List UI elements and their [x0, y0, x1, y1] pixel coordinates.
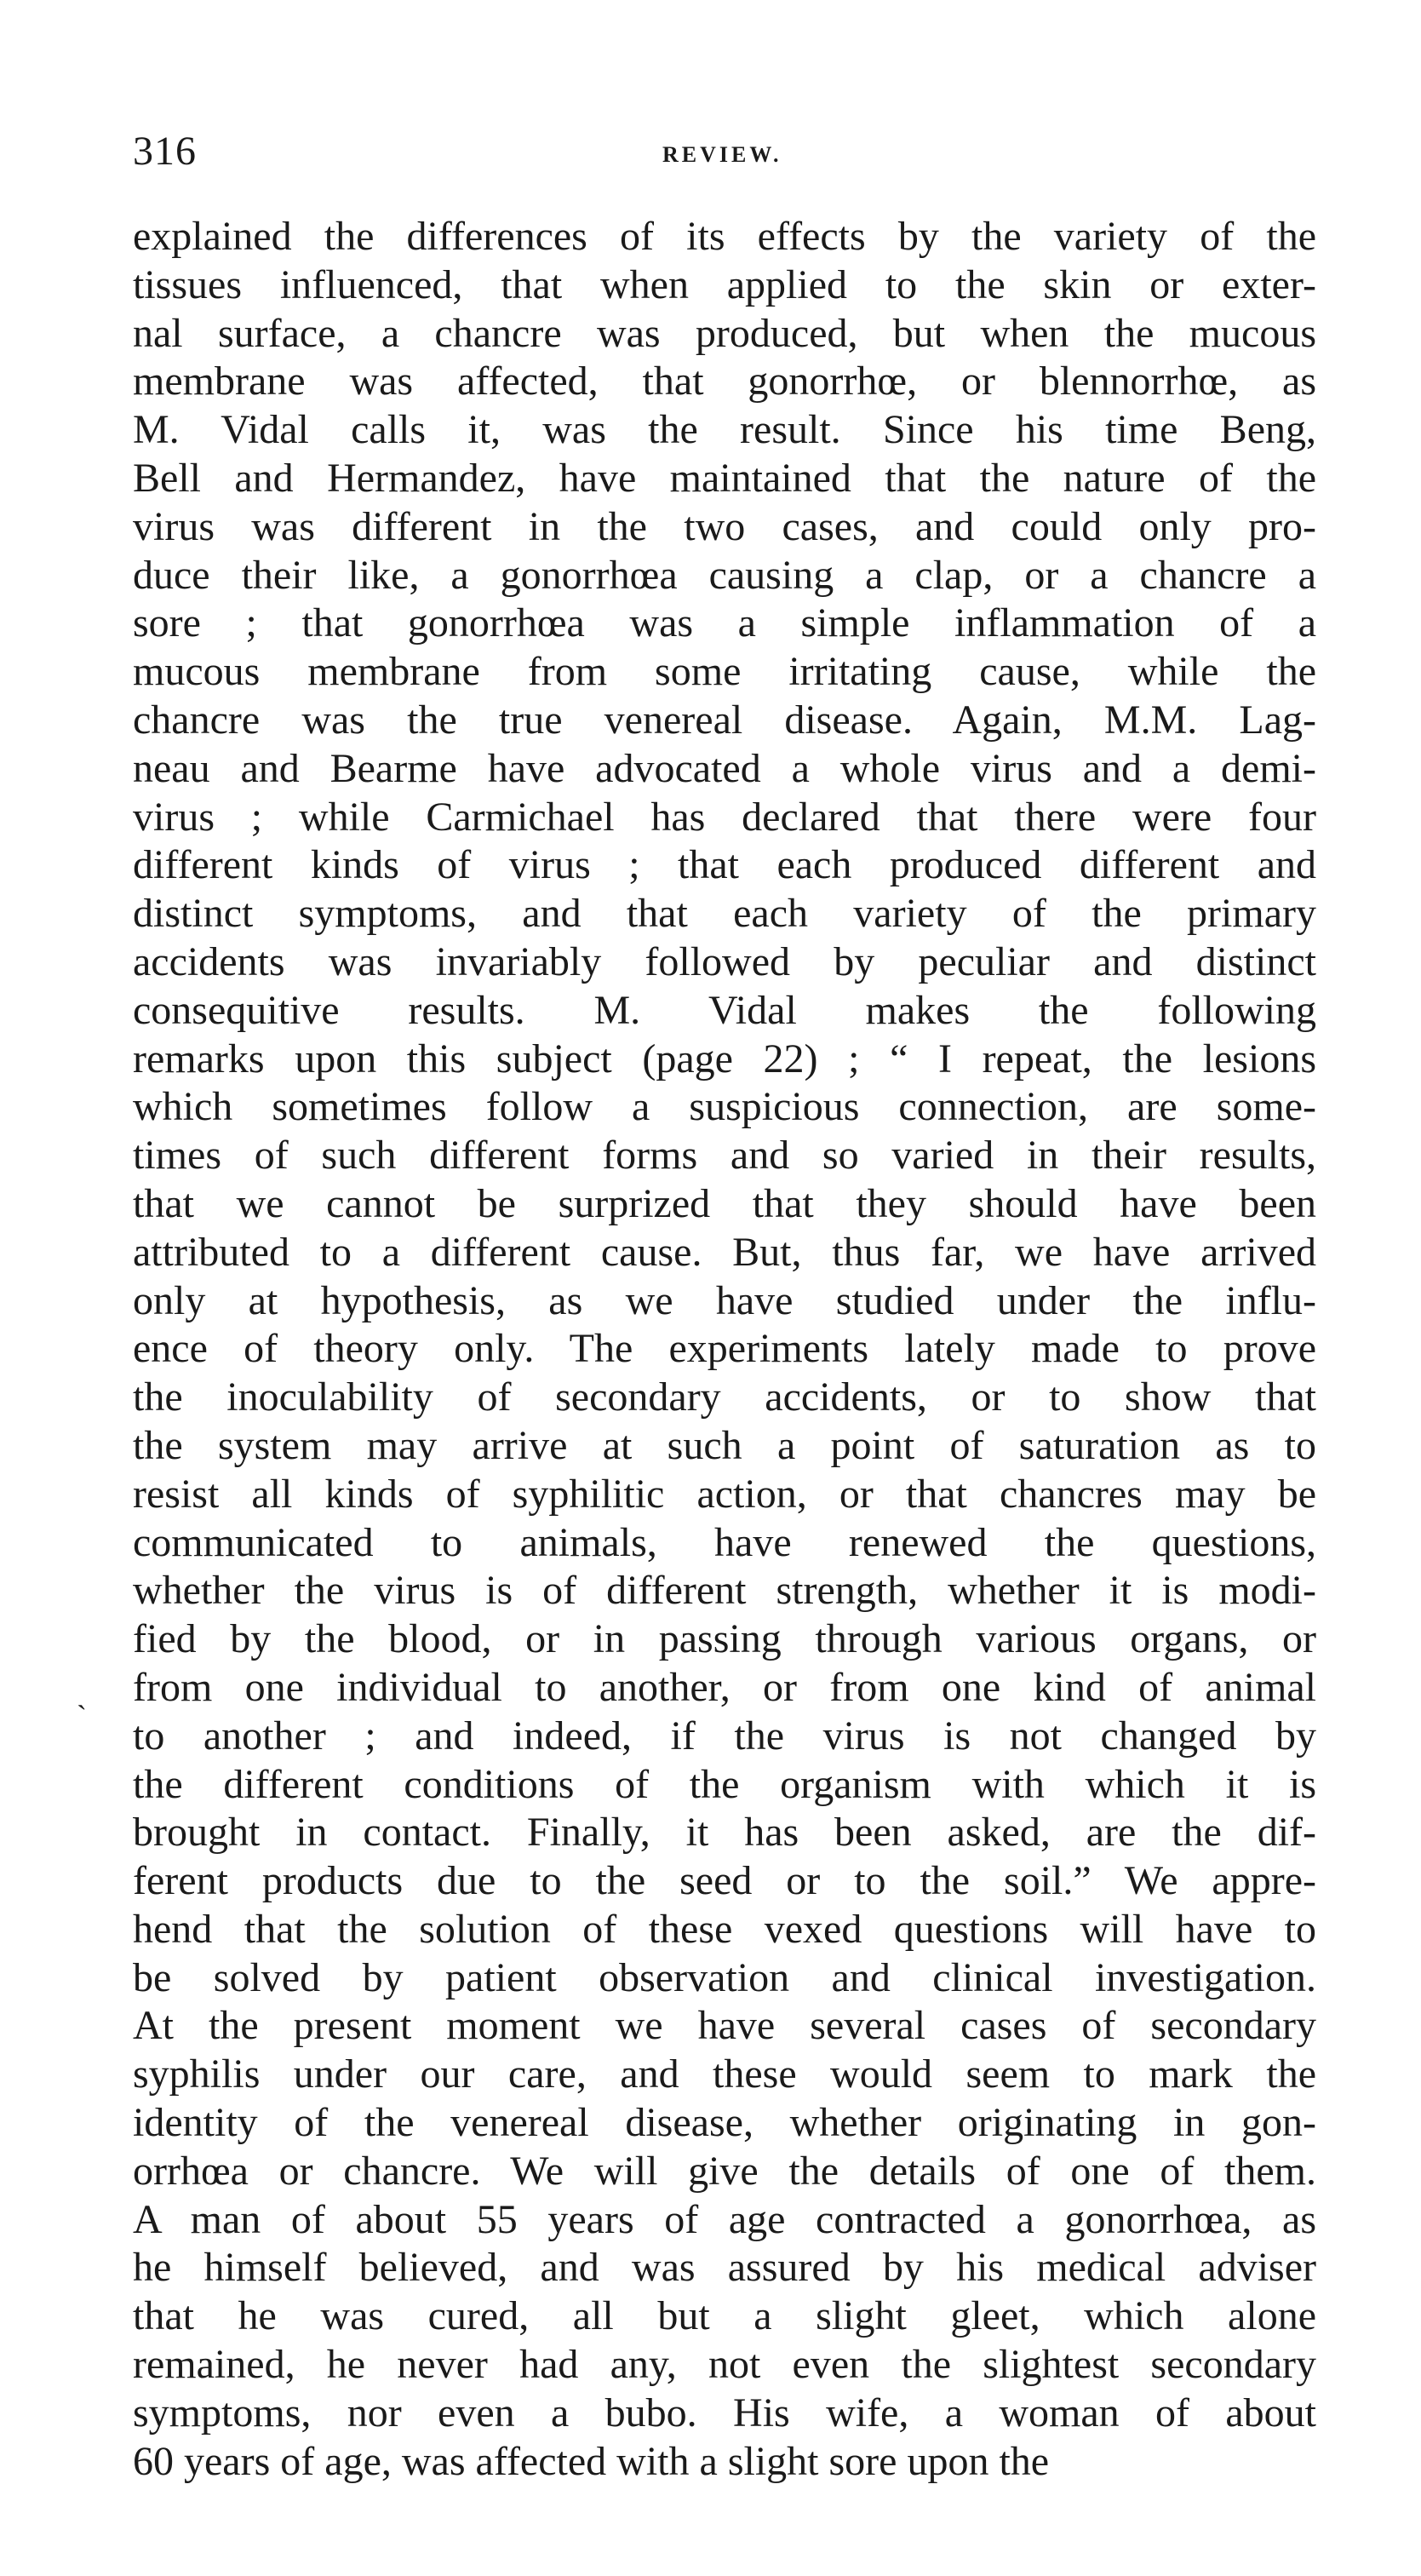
text-line: whether the virus is of different strength, whether it is modi- — [133, 1568, 1316, 1614]
page-number: 316 — [133, 129, 197, 174]
text-line: fied by the blood, or in passing through various organs, or — [133, 1616, 1316, 1662]
text-line: symptoms, nor even a bubo. His wife, a woman of about — [133, 2390, 1316, 2435]
text-line: be solved by patient observation and clinical investigation. — [133, 1954, 1316, 2000]
text-line: different kinds of virus ; that each produced different and — [133, 842, 1316, 888]
running-title: REVIEW. — [662, 142, 782, 167]
text-line: that he was cured, all but a slight gleet, which alone — [133, 2293, 1316, 2339]
text-line: virus was different in the two cases, and could only pro- — [133, 503, 1316, 549]
text-line: the inoculability of secondary accidents, or to show that — [133, 1374, 1316, 1420]
text-line: membrane was affected, that gonorrhœ, or blennorrhœ, as — [133, 359, 1316, 404]
text-line: only at hypothesis, as we have studied under the influ- — [133, 1277, 1316, 1323]
text-line: neau and Bearme have advocated a whole virus and a demi- — [133, 745, 1316, 791]
text-line: Bell and Hermandez, have maintained that the nature of the — [133, 455, 1316, 501]
margin-mark: ` — [77, 1699, 87, 1733]
text-line: A man of about 55 years of age contracted a gonorrhœa, as — [133, 2196, 1316, 2242]
text-line: communicated to animals, have renewed the questions, — [133, 1519, 1316, 1565]
text-line: the different conditions of the organism with which it is — [133, 1761, 1316, 1807]
text-line: identity of the venereal disease, whether originating in gon- — [133, 2100, 1316, 2146]
text-line: remained, he never had any, not even the slightest secondary — [133, 2342, 1316, 2388]
text-line: nal surface, a chancre was produced, but when the mucous — [133, 310, 1316, 356]
text-line: distinct symptoms, and that each variety of the primary — [133, 891, 1316, 937]
text-line: attributed to a different cause. But, thus far, we have arrived — [133, 1229, 1316, 1275]
text-line: which sometimes follow a suspicious connection, are some- — [133, 1084, 1316, 1130]
text-line: the system may arrive at such a point of saturation as to — [133, 1422, 1316, 1468]
text-line: brought in contact. Finally, it has been asked, are the dif- — [133, 1810, 1316, 1856]
text-line: resist all kinds of syphilitic action, or that chancres may be — [133, 1471, 1316, 1517]
text-line: M. Vidal calls it, was the result. Since his time Beng, — [133, 407, 1316, 453]
text-line: mucous membrane from some irritating cause, while the — [133, 649, 1316, 695]
text-line: sore ; that gonorrhœa was a simple inflammation of a — [133, 600, 1316, 646]
text-line: At the present moment we have several cases of secondary — [133, 2003, 1316, 2049]
text-line: explained the differences of its effects by the variety of the — [133, 214, 1316, 259]
text-line: consequitive results. M. Vidal makes the following — [133, 987, 1316, 1033]
text-line: tissues influenced, that when applied to the skin or exter- — [133, 261, 1316, 307]
text-line: ence of theory only. The experiments lately made to prove — [133, 1326, 1316, 1372]
text-line: he himself believed, and was assured by his medical adviser — [133, 2245, 1316, 2291]
text-line: ferent products due to the seed or to the soil.” We appre- — [133, 1858, 1316, 1904]
text-line: to another ; and indeed, if the virus is not changed by — [133, 1713, 1316, 1758]
text-line: chancre was the true venereal disease. Again, M.M. Lag- — [133, 697, 1316, 743]
body-text — [133, 213, 1316, 2486]
text-line: duce their like, a gonorrhœa causing a clap, or a chancre a — [133, 552, 1316, 598]
running-head — [133, 128, 1316, 179]
text-line: hend that the solution of these vexed questions will have to — [133, 1906, 1316, 1952]
text-line: that we cannot be surprized that they should have been — [133, 1180, 1316, 1226]
text-line: accidents was invariably followed by peculiar and distinct — [133, 938, 1316, 984]
text-line: from one individual to another, or from one kind of animal — [133, 1664, 1316, 1710]
text-line: times of such different forms and so varied in their results, — [133, 1133, 1316, 1179]
text-line: remarks upon this subject (page 22) ; “ I repeat, the lesions — [133, 1036, 1316, 1081]
text-line: orrhœa or chancre. We will give the details of one of them. — [133, 2148, 1316, 2194]
text-line: 60 years of age, was affected with a slight sore upon the — [133, 2438, 1050, 2484]
text-line: virus ; while Carmichael has declared that there were four — [133, 794, 1316, 840]
text-line: syphilis under our care, and these would seem to mark the — [133, 2051, 1316, 2097]
